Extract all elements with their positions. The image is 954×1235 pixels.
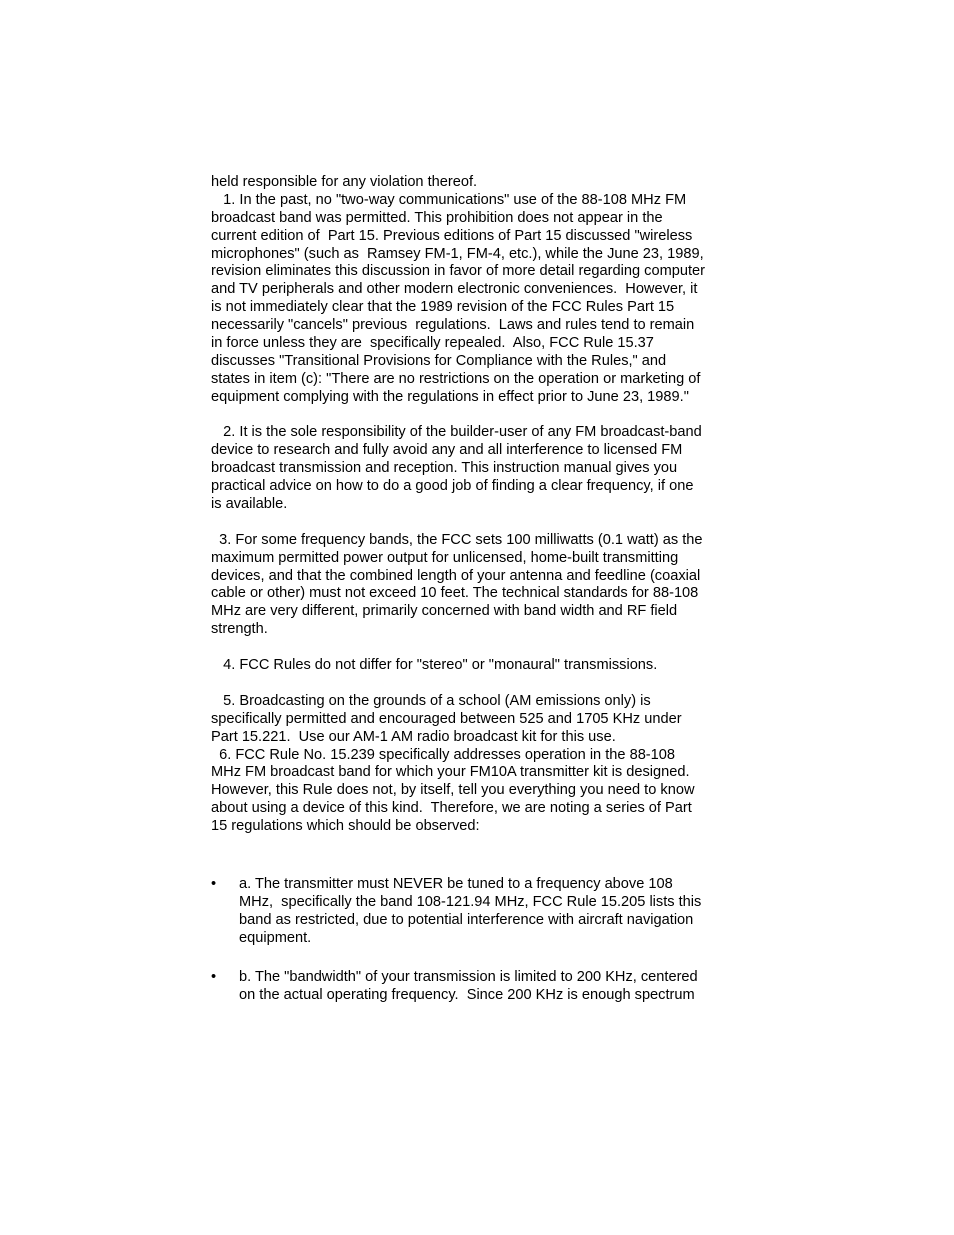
bullet-a-line: MHz, specifically the band 108-121.94 MHz, FCC Rule 15.205 lists this: [239, 893, 702, 910]
para1-line: broadcast band was permitted. This prohibition does not appear in the: [211, 209, 663, 226]
para6-line: However, this Rule does not, by itself, tell you everything you need to know: [211, 782, 695, 799]
bullet-a-line: band as restricted, due to potential interference with aircraft navigation: [239, 911, 694, 928]
para4-line: 4. FCC Rules do not differ for "stereo" or "monaural" transmissions.: [211, 657, 658, 674]
para1-line: necessarily "cancels" previous regulations. Laws and rules tend to remain: [211, 317, 695, 334]
para1-line: microphones" (such as Ramsey FM-1, FM-4, etc.), while the June 23, 1989,: [211, 245, 704, 262]
para2-line: 2. It is the sole responsibility of the builder-user of any FM broadcast-band: [211, 424, 702, 441]
para2-line: is available.: [211, 496, 288, 513]
para1-line: in force unless they are specifically repealed. Also, FCC Rule 15.37: [211, 335, 654, 352]
para6-line: MHz FM broadcast band for which your FM10A transmitter kit is designed.: [211, 764, 690, 781]
para3-line: cable or other) must not exceed 10 feet. The technical standards for 88-108: [211, 585, 699, 602]
para3-line: MHz are very different, primarily concerned with band width and RF field: [211, 603, 678, 620]
paragraph-5: [211, 693, 751, 747]
para1-line: equipment complying with the regulations in effect prior to June 23, 1989.": [211, 388, 689, 405]
para1-line: is not immediately clear that the 1989 revision of the FCC Rules Part 15: [211, 299, 675, 316]
bullet-a-line: equipment.: [239, 929, 312, 946]
paragraph-3: [211, 532, 751, 639]
para1-line: current edition of Part 15. Previous editions of Part 15 discussed "wireless: [211, 227, 693, 244]
para6-line: about using a device of this kind. Therefore, we are noting a series of Part: [211, 800, 692, 817]
para5-line: 5. Broadcasting on the grounds of a school (AM emissions only) is: [211, 692, 651, 709]
intro-line: held responsible for any violation thereof.: [211, 174, 478, 190]
paragraph-4: [211, 657, 751, 675]
para6-line: 15 regulations which should be observed:: [211, 818, 480, 835]
para3-line: 3. For some frequency bands, the FCC sets 100 milliwatts (0.1 watt) as the: [211, 531, 703, 548]
bullet-a-line: a. The transmitter must NEVER be tuned to a frequency above 108: [239, 875, 673, 892]
para5-line: Part 15.221. Use our AM-1 AM radio broadcast kit for this use.: [211, 728, 616, 745]
paragraph-1: [211, 192, 751, 407]
para1-line: 1. In the past, no "two-way communications" use of the 88-108 MHz FM: [211, 191, 687, 208]
bullet-item-a: [211, 876, 751, 948]
para6-line: 6. FCC Rule No. 15.239 specifically addresses operation in the 88-108: [211, 746, 676, 763]
bullet-icon: •: [211, 969, 217, 986]
paragraph-6: [211, 747, 751, 836]
para1-line: and TV peripherals and other modern electronic conveniences. However, it: [211, 281, 698, 298]
para3-line: strength.: [211, 621, 268, 638]
para2-line: device to research and fully avoid any and all interference to licensed FM: [211, 442, 683, 459]
para5-line: specifically permitted and encouraged between 525 and 1705 KHz under: [211, 710, 682, 727]
para1-line: discusses "Transitional Provisions for Compliance with the Rules," and: [211, 352, 667, 369]
bullet-icon: •: [211, 875, 217, 892]
document-page: [211, 174, 751, 1005]
para3-line: devices, and that the combined length of your antenna and feedline (coaxial: [211, 567, 701, 584]
para3-line: maximum permitted power output for unlicensed, home-built transmitting: [211, 549, 679, 566]
bullet-b-line: b. The "bandwidth" of your transmission is limited to 200 KHz, centered: [239, 969, 698, 986]
para2-line: broadcast transmission and reception. This instruction manual gives you: [211, 460, 678, 477]
bullet-item-b: [211, 969, 751, 1005]
paragraph-2: [211, 424, 751, 513]
bullet-b-line: on the actual operating frequency. Since 200 KHz is enough spectrum: [239, 987, 695, 1004]
para1-line: states in item (c): "There are no restrictions on the operation or marketing of: [211, 370, 701, 387]
para2-line: practical advice on how to do a good job of finding a clear frequency, if one: [211, 478, 694, 495]
para1-line: revision eliminates this discussion in favor of more detail regarding computer: [211, 263, 705, 280]
